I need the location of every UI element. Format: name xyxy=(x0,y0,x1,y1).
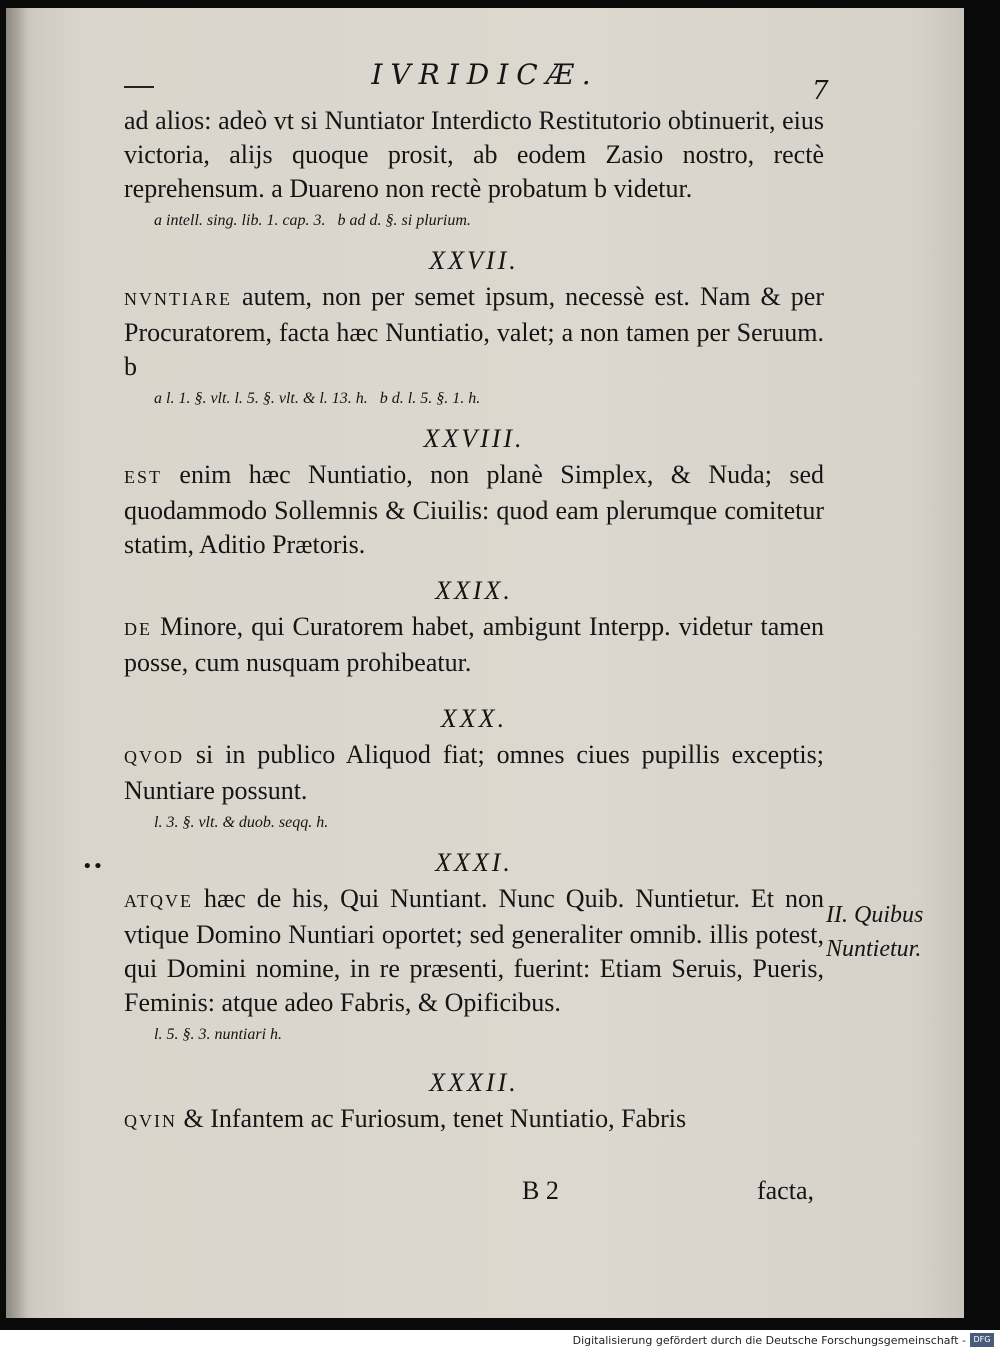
section-28 xyxy=(124,422,824,562)
section-initial: QVOD xyxy=(124,747,184,767)
section-31 xyxy=(124,846,824,1046)
gutter-shadow xyxy=(6,8,28,1318)
section-27 xyxy=(124,244,824,410)
margin-note-line: Nuntietur. xyxy=(826,936,922,962)
margin-note xyxy=(826,898,966,966)
section-text xyxy=(124,738,824,808)
section-initial: QVIN xyxy=(124,1111,177,1131)
footer-credit: Digitalisierung gefördert durch die Deutsche Forschungsgemeinschaft - xyxy=(572,1334,966,1347)
section-numeral: XXXII. xyxy=(429,1068,519,1097)
section-numeral: XXIX. xyxy=(435,576,513,605)
lead-paragraph: ad alios: adeò vt si Nuntiator Interdicto Restitutorio obtinuerit, eius victoria, alijs quoque prosit, ab eodem Zasio nostro, rectè reprehensum. a Duareno non rectè probatum b videtur. xyxy=(124,106,824,203)
section-text xyxy=(124,610,824,680)
book-page xyxy=(6,8,964,1318)
running-head: IVRIDICÆ. xyxy=(371,58,599,91)
section-numeral: XXVIII. xyxy=(423,424,525,453)
section-29 xyxy=(124,574,824,680)
catchword: facta, xyxy=(756,1176,814,1205)
section-32 xyxy=(124,1066,824,1138)
page-number: 7 xyxy=(812,76,829,106)
signature-mark: B 2 xyxy=(522,1176,559,1205)
lead-footnote: a intell. sing. lib. 1. cap. 3. b ad d. §. si plurium. xyxy=(154,212,471,229)
section-text xyxy=(124,458,824,562)
section-initial: EST xyxy=(124,467,163,487)
section-body: Minore, qui Curatorem habet, ambigunt Interpp. videtur tamen posse, cum nusquam prohibeatur. xyxy=(124,612,824,677)
section-numeral: XXVII. xyxy=(429,246,519,275)
section-numeral: XXX. xyxy=(440,704,508,733)
dfg-logo-icon: DFG xyxy=(970,1333,994,1347)
section-30 xyxy=(124,702,824,834)
section-text xyxy=(124,1102,824,1138)
stray-marks: •• xyxy=(82,856,104,877)
section-initial: DE xyxy=(124,619,152,639)
section-body: si in publico Aliquod fiat; omnes ciues pupillis exceptis; Nuntiare possunt. xyxy=(124,740,824,805)
section-body: autem, non per semet ipsum, necessè est. Nam & per Procuratorem, facta hæc Nuntiatio, valet; a non tamen per Seruum. b xyxy=(124,282,824,381)
section-body: & Infantem ac Furiosum, tenet Nuntiatio, Fabris xyxy=(177,1104,687,1133)
section-footnote: l. 5. §. 3. nuntiari h. xyxy=(154,1026,283,1043)
section-text xyxy=(124,882,824,1020)
section-initial: ATQVE xyxy=(124,891,193,911)
section-numeral: XXXI. xyxy=(435,848,513,877)
section-footnote: l. 3. §. vlt. & duob. seqq. h. xyxy=(154,814,329,831)
section-body: hæc de his, Qui Nuntiant. Nunc Quib. Nuntietur. Et non vtique Domino Nuntiari oportet; sed generaliter omnib. illis potest, qui Domini nomine, in re præsenti, fuerint: Etiam Seruis, Pueris, Feminis: atque adeo Fabris, & Opificibus. xyxy=(124,884,824,1017)
section-body: enim hæc Nuntiatio, non planè Simplex, & Nuda; sed quodammodo Sollemnis & Ciuilis: quod eam plerumque comitetur statim, Aditio Prætoris. xyxy=(124,460,824,559)
footer-bar xyxy=(0,1330,1000,1355)
section-footnote: a l. 1. §. vlt. l. 5. §. vlt. & l. 13. h. b d. l. 5. §. 1. h. xyxy=(154,390,481,407)
head-rule xyxy=(124,86,154,88)
page-bottom-line xyxy=(124,1176,814,1210)
page-body xyxy=(124,104,824,1138)
margin-note-line: II. Quibus xyxy=(826,902,924,928)
section-text xyxy=(124,280,824,384)
section-initial: NVNTIARE xyxy=(124,289,232,309)
